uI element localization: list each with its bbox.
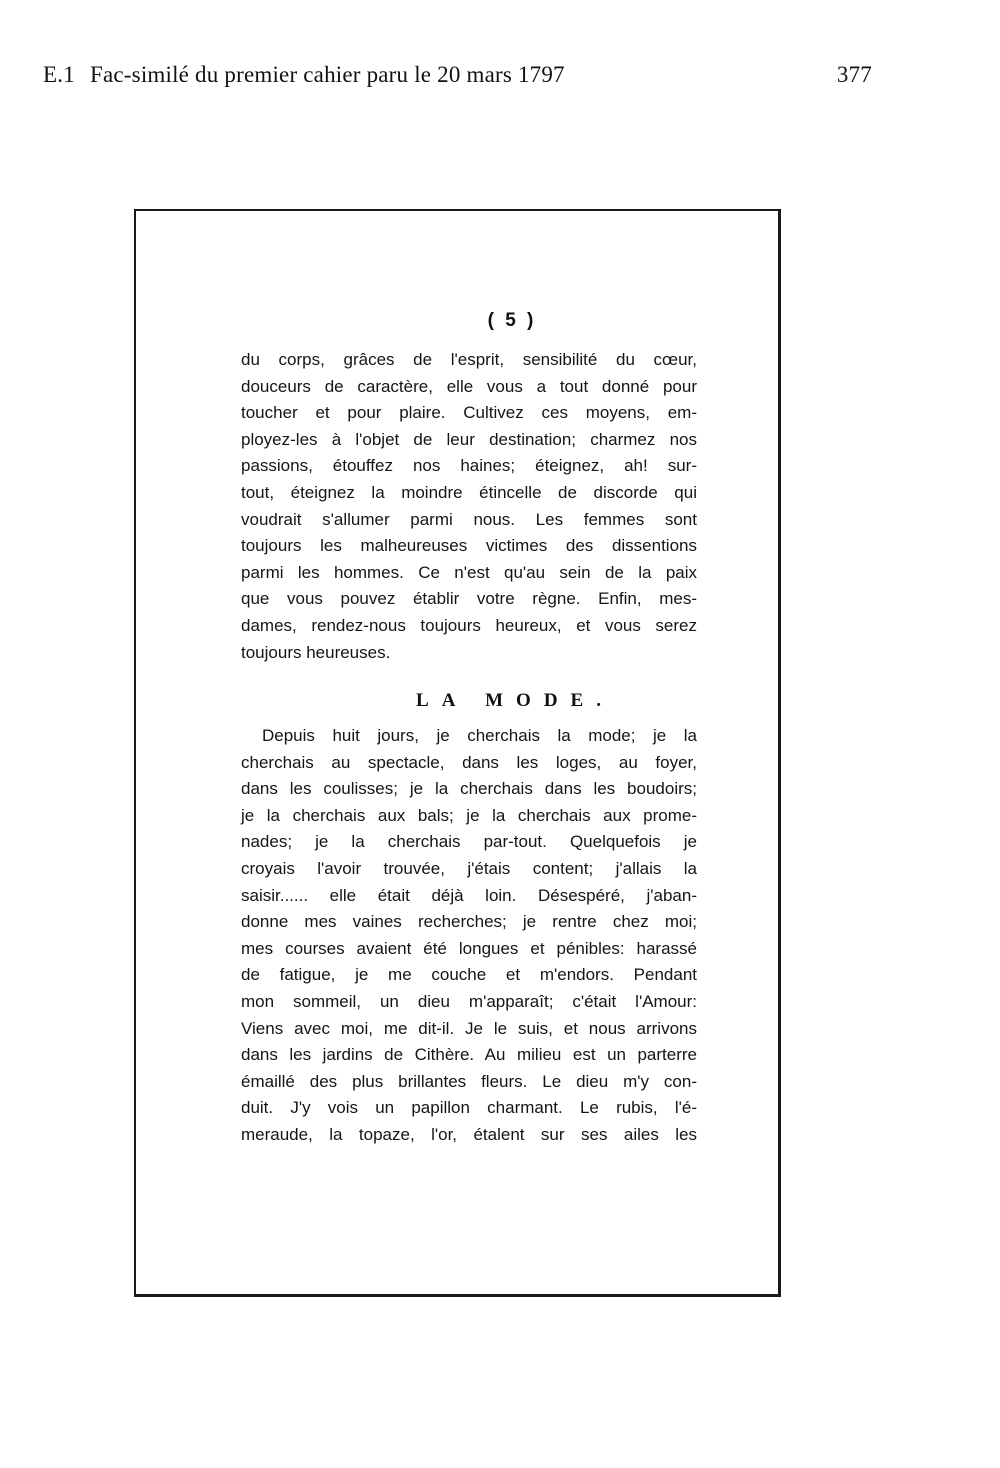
text-line: saisir...... elle était déjà loin. Désespéré, j'aban-: [241, 885, 697, 905]
text-line: Viens avec moi, me dit-il. Je le suis, et nous arrivons: [241, 1018, 697, 1038]
text-line: ployez-les à l'objet de leur destination; charmez nos: [241, 429, 697, 449]
text-line: que vous pouvez établir votre règne. Enfin, mes-: [241, 589, 697, 609]
text-line: donne mes vaines recherches; je rentre chez moi;: [241, 912, 697, 932]
text-line: mon sommeil, un dieu m'apparaît; c'était l'Amour:: [241, 991, 697, 1011]
text-line: dames, rendez-nous toujours heureux, et vous serez: [241, 615, 697, 635]
page-number: 377: [836, 62, 872, 87]
text-line: nades; je la cherchais par-tout. Quelquefois je: [241, 832, 697, 852]
text-line: émaillé des plus brillantes fleurs. Le dieu m'y con-: [241, 1071, 697, 1091]
text-line: je la cherchais aux bals; je la cherchais aux prome-: [241, 805, 697, 825]
facsimile-folio: ( 5 ): [487, 310, 537, 331]
text-line: tout, éteignez la moindre étincelle de discorde qui: [241, 482, 697, 502]
text-line: voudrait s'allumer parmi nous. Les femmes sont: [241, 509, 697, 529]
section-heading: LA MODE.: [416, 690, 614, 711]
paragraph-continuation: [241, 347, 697, 666]
text-line: toujours heureuses.: [241, 642, 391, 662]
text-line: douceurs de caractère, elle vous a tout donné pour: [241, 376, 697, 396]
text-line: croyais l'avoir trouvée, j'étais content; j'allais la: [241, 858, 697, 878]
text-line: meraude, la topaze, l'or, étalent sur ses ailes les: [241, 1124, 697, 1144]
running-head: [43, 62, 872, 96]
paragraph-la-mode: [241, 723, 697, 1149]
text-line: cherchais au spectacle, dans les loges, au foyer,: [241, 752, 697, 772]
text-line: toujours les malheureuses victimes des dissentions: [241, 536, 697, 556]
text-line: du corps, grâces de l'esprit, sensibilité du cœur,: [241, 350, 697, 369]
text-line: passions, étouffez nos haines; éteignez, ah! sur-: [241, 456, 697, 476]
text-line: Depuis huit jours, je cherchais la mode; je la: [262, 726, 697, 745]
running-title: Fac-similé du premier cahier paru le 20 mars 1797: [90, 62, 565, 87]
text-line: mes courses avaient été longues et pénibles: harassé: [241, 938, 697, 958]
text-line: dans les jardins de Cithère. Au milieu est un parterre: [241, 1045, 697, 1065]
text-line: duit. J'y vois un papillon charmant. Le rubis, l'é-: [241, 1098, 697, 1118]
text-line: dans les coulisses; je la cherchais dans les boudoirs;: [241, 779, 697, 799]
text-line: toucher et pour plaire. Cultivez ces moyens, em-: [241, 403, 697, 423]
text-line: de fatigue, je me couche et m'endors. Pendant: [241, 965, 697, 985]
section-number: E.1: [43, 62, 75, 87]
text-line: parmi les hommes. Ce n'est qu'au sein de la paix: [241, 562, 697, 582]
